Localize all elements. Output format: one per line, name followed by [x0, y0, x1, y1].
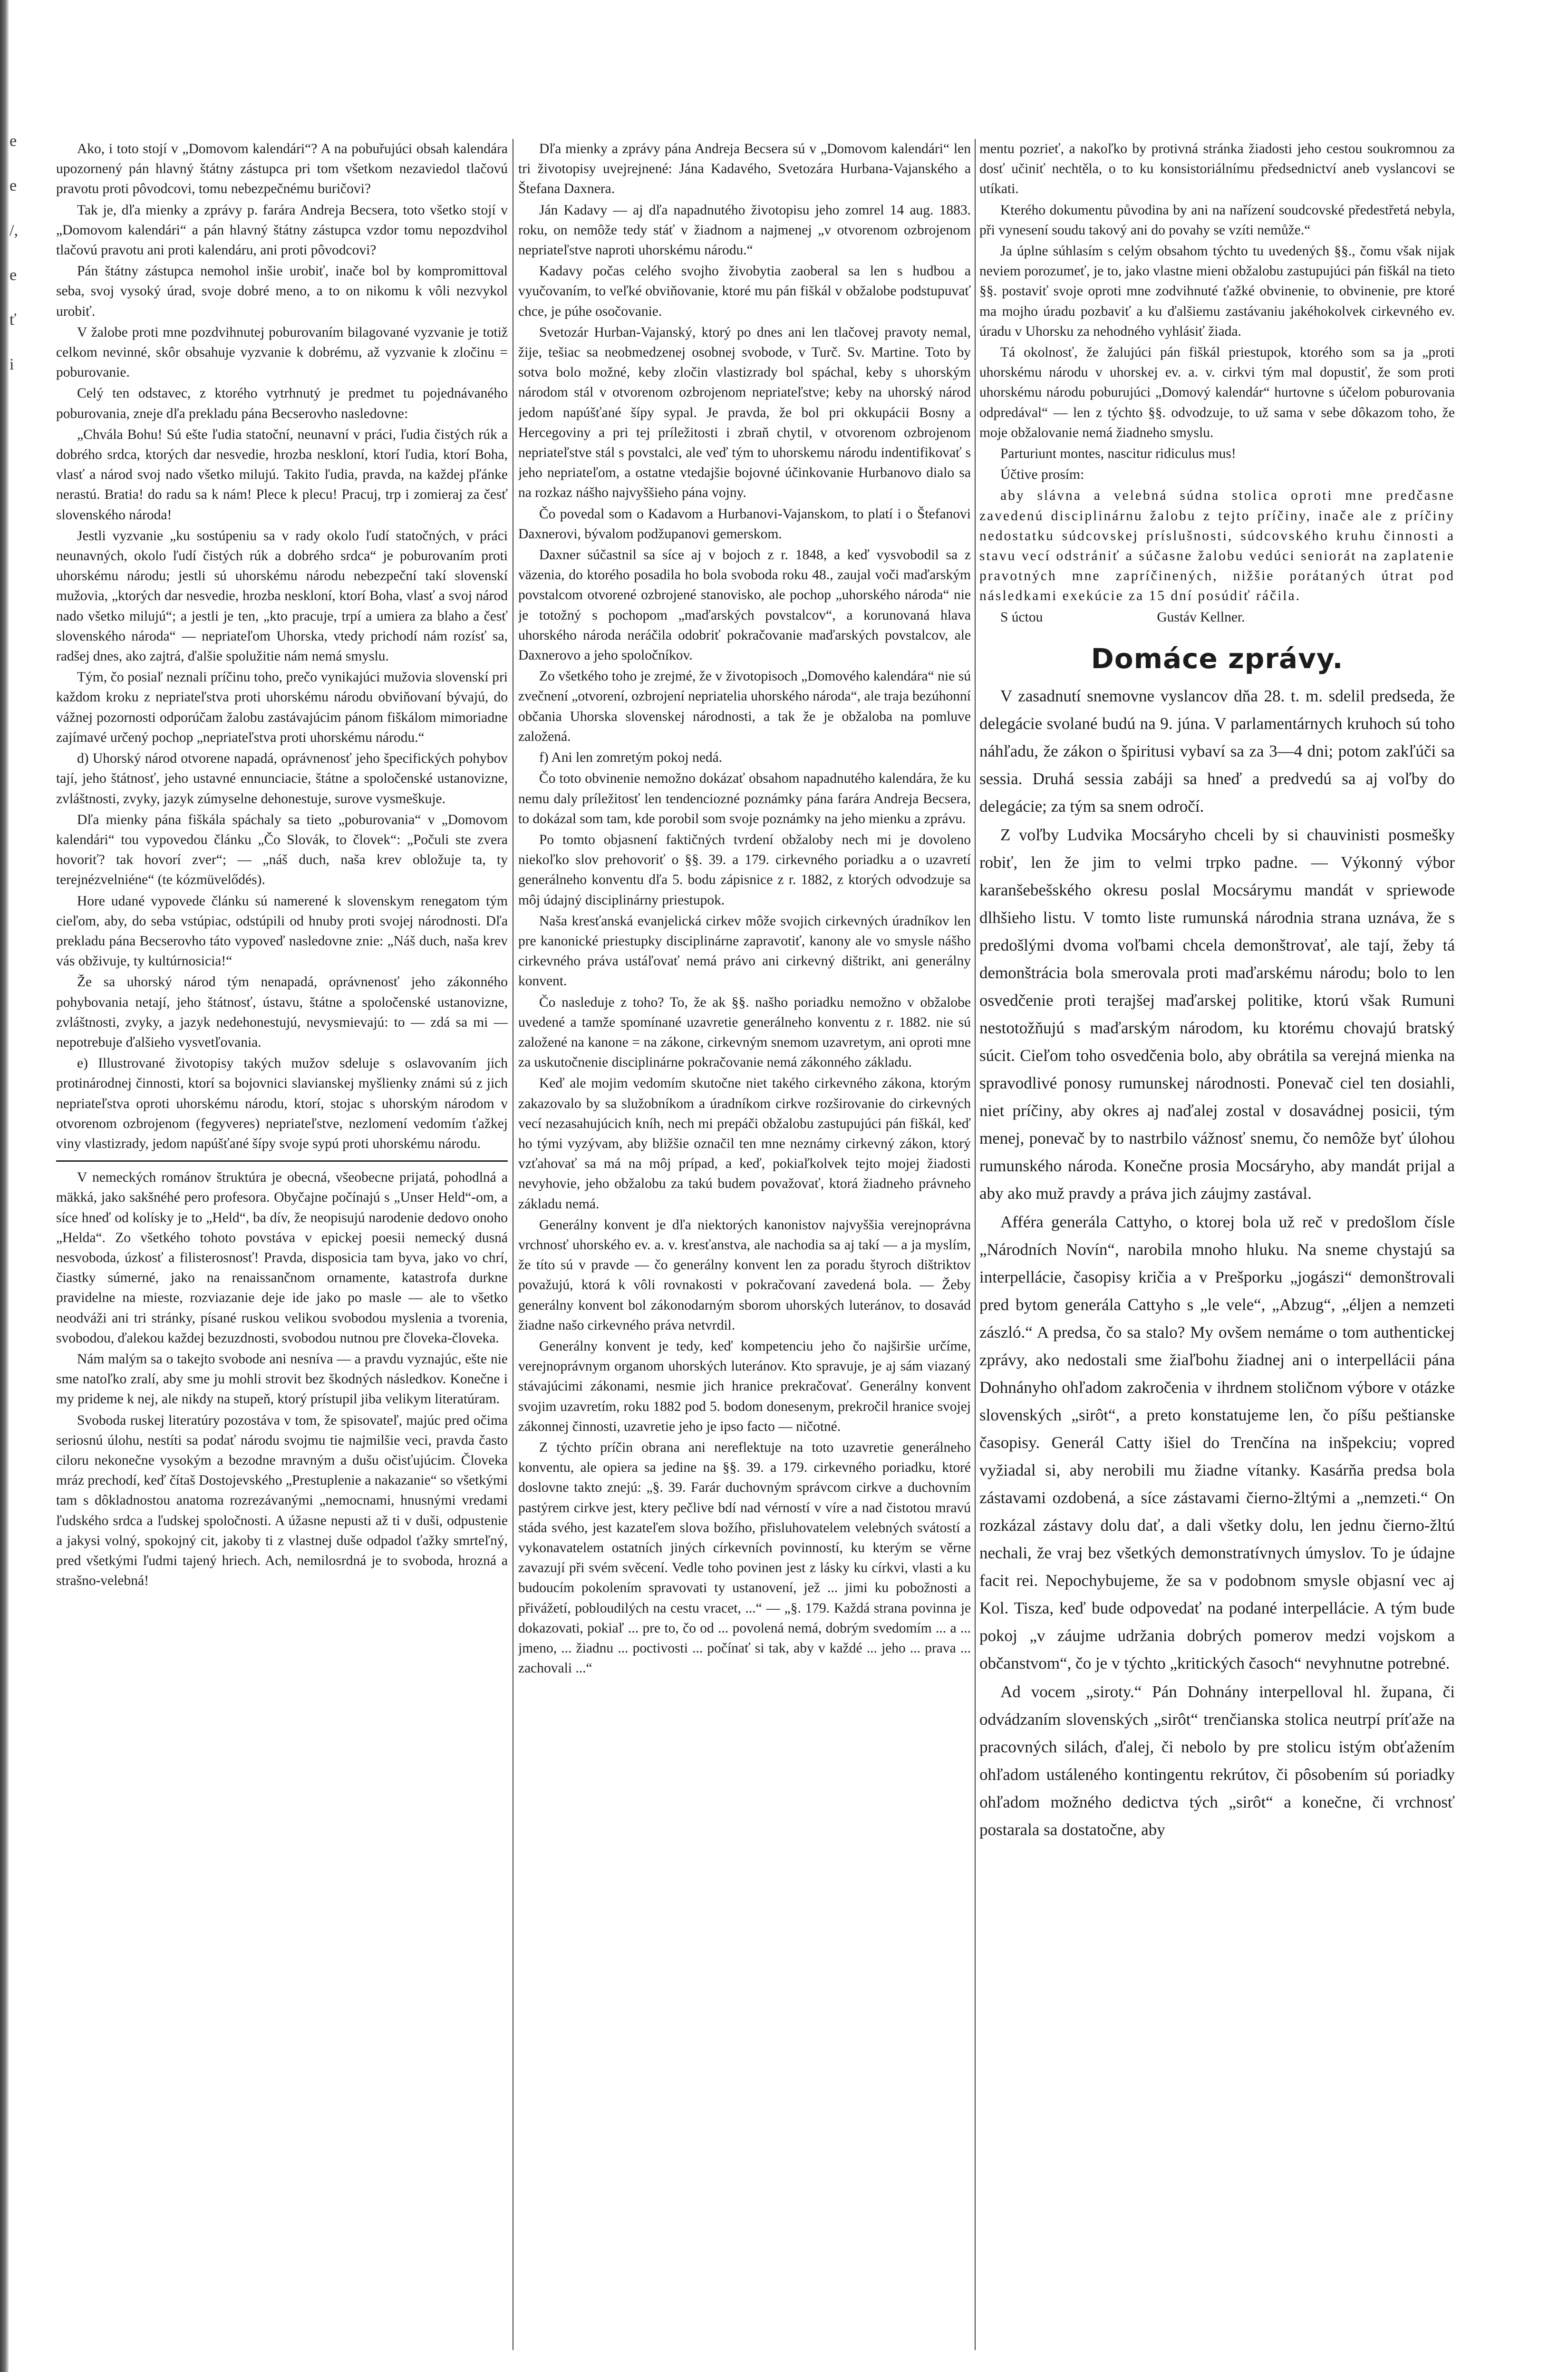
- paragraph: f) Ani len zomretým pokoj nedá.: [539, 750, 723, 766]
- column-3: [979, 139, 1455, 2336]
- paragraph: Ako, i toto stojí v „Domovom kalendári“? A na pobuřujúci obsah kalendára upozornený pán hlavný štátny zástupca pri tom všetkom nezaviedol tlačovú pravotu proti pôvodcovi, tomu nebezpečnému buričovi?: [56, 141, 508, 197]
- paragraph: Pán štátny zástupca nemohol inšie urobiť, inače bol by kompromittoval seba, svoj vysoký úrad, svoje dobré meno, a to on nikomu k vôli nezvykol urobiť.: [56, 263, 508, 319]
- paragraph: Daxner súčastnil sa síce aj v bojoch z r. 1848, a keď vysvobodil sa z väzenia, do ktorého posadila ho bola svoboda roku 48., zaujal voči maďarským povstalcom otvorené ozbrojené stanovisko, ale pochop „uhorského národa“ nie je totožný s pochopom „maďarských povstalcov“, a korunovaná hlava uhorského národa neráčila odobriť pokračovanie maďarských povstalcov, ale Daxnerovo a jeho spoločníkov.: [518, 547, 971, 663]
- paragraph: „Chvála Bohu! Sú ešte ľudia statoční, neunavní v práci, ľudia čistých rúk a dobrého srdca, ktorých dar nesvedie, hrozba neskloní, ktorí ľudia, ktorí Boha, vlasť a národ svoj nado všetko milujú. Takito ľudia, pravda, na každej pľánke nerastú. Bratia! do radu sa k nám! Plece k plecu! Pracuj, trp i zomieraj za česť slovenského národa!: [56, 427, 508, 523]
- paragraph: Generálny konvent je tedy, keď kompetenciu jeho čo najširšie určíme, verejnoprávnym organom uhorských luteránov. Kto spravuje, je aj sám viazaný stávajúcimi zákonami, nesmie jich hranice prekračovať. Generálny konvent svojim uzavretím, roku 1882 pod 5. bodom donesenym, prekročil hranice svojej zákonnej činnosti, uzavretie jeho je ipso facto — ničotné.: [518, 1338, 971, 1434]
- margin-fragment: e: [10, 132, 17, 150]
- signature-line: [979, 607, 1455, 627]
- paragraph: Čo toto obvinenie nemožno dokázať obsahom napadnutého kalendára, že ku nemu daly príležitosť len tendenciozné poznámky pána farára Andreja Becsera, to dokázal som tam, kde porobil som svoje poznámky na jeho mienku a zprávu.: [518, 771, 971, 826]
- paragraph: Parturiunt montes, nascitur ridiculus mus!: [1000, 446, 1236, 462]
- news-paragraph: Ad vocem „siroty.“ Pán Dohnány interpelloval hl. župana, či odvádzaním slovenských „sirôt“ trenčianska stolica neutrpí príťaže na pracovných silách, ďalej, či nebolo by pre stolicu istým obťažením ohľadom ustáleného kontingentu rekrútov, či pôsobením sú poriadky ohľadom možného dedictva tých „sirôt“ a konečne, či vrchnosť postarala sa dostatočne, aby: [979, 1682, 1455, 1839]
- paragraph: Generálny konvent je dľa niektorých kanonistov najvyššia verejnoprávna vrchnosť uhorského ev. a. v. kresťanstva, ale nachodia sa aj takí — a ja myslím, že títo sú v pravde — čo generálny konvent len za poradu štyroch dištriktov považujú, ktorá k vôli rovnakosti v pokračovaní zavedená bola. — Žeby generálny konvent bol zákonodarným sborom uhorských luteránov, to dosavád žiadne našo cirkevného práva netvrdil.: [518, 1217, 971, 1333]
- paragraph: mentu pozrieť, a nakoľko by protivná stránka žiadosti jeho cestou soukromnou za dosť učiniť nechtěla, o to ku konsistoriálnímu předsednictví aneb vyslancovi se utíkati.: [979, 141, 1455, 197]
- paragraph: Po tomto objasnení faktičných tvrdení obžaloby nech mi je dovoleno niekoľko slov prehovoriť o §§. 39. a 179. cirkevného poriadku a o uzavretí generálneho konventu dľa 5. bodu zápisnice z r. 1882, z ktorých odvodzuje sa môj údajný disciplinárny priestupok.: [518, 832, 971, 908]
- paragraph: Tak je, dľa mienky a zprávy p. farára Andreja Becsera, toto všetko stojí v „Domovom kalendári“ a pán hlavný štátny zástupca vzdor tomu nepozdvihol tlačovú pravotu ani proti kalendáru, ani proti pôvodcovi?: [56, 202, 508, 258]
- page-binding-edge: [0, 0, 9, 2372]
- column-2: [518, 139, 971, 2336]
- paragraph: Celý ten odstavec, z ktorého vytrhnutý je predmet tu pojednávaného poburovania, zneje dľa prekladu pána Becserovho nasledovne:: [56, 386, 508, 421]
- salutation: S úctou: [1000, 609, 1043, 625]
- paragraph: e) Illustrované životopisy takých mužov sdeluje s oslavovaním jich protinárodnej činnosti, ktorí sa bojovnici slavianskej myšlienky známi sú z jich nepriateľstva oproti uhorskému národu, ktorí, stojac s uhorským národom v otvorenom ozbrojenom (fegyveres) nepriateľstve, nezlomení vedomím ťažkej viny vlastizrady, jedom napúšťané šípy svoje sypú proti uhorskému národu.: [56, 1056, 508, 1151]
- paragraph: Tá okolnosť, že žalujúci pán fiškál priestupok, ktorého som sa ja „proti uhorskému národu v uhorskej ev. a. v. cirkvi tým mal dopustiť, že som proti uhorskému národu poburujúci „Domový kalendár“ hurtovne s účelom poburovania odpredával“ — len z týchto §§. odvodzuje, to už sama v sebe dôkazom toho, že moje obžalovanie nemá žiadneho smyslu.: [979, 345, 1455, 440]
- paragraph: Ja úplne súhlasím s celým obsahom týchto tu uvedených §§., čomu však nijak neviem porozumeť, je to, jako vlastne mieni obžalobu zastupujúci pán fiškál na tieto §§. postaviť svoje oproti mne zodvihnuté ťažké obvinenie, to obvinenie, pre ktoré ma mojho úradu pozbaviť a ku ďalšiemu zastávaniu jakéhokolvek cirkevného ev. úradu v Uhorsku za nehodného vyhlásiť žiada.: [979, 243, 1455, 339]
- margin-fragment: ť: [10, 311, 17, 329]
- left-margin-fragments: [10, 119, 24, 832]
- news-paragraph: V zasadnutí snemovne vyslancov dňa 28. t. m. sdelil predseda, že delegácie svolané budú na 9. júna. V parlamentárnych kruhoch sú toho náhľadu, že zákon o špiritusi vybaví sa za 3—4 dni; potom zakľúči sa sessia. Druhá sessia zabáji sa hneď a predvedú sa aj voľby do delegácie; za tým sa snem odročí.: [979, 686, 1455, 816]
- feuilleton-paragraph: Svoboda ruskej literatúry pozostáva v tom, že spisovateľ, majúc pred očima seriosnú úlohu, nestíti sa podať národu svojmu tie najmilšie veci, pravda často ciloru nekonečne vysokým a bezodne mravným a dušu očisťujúcim. Človeka mráz prechodí, keď čítaš Dostojevského „Prestuplenie a nakazanie“ so všetkými tam s dôkladnostou anatoma rozrezávanými „nemocnami, hnusnými vredami ľudského srdca a ľudskej spoločnosti. A úžasne nepusti až ti v duši, odpustenie a jakysi volný, spokojný cit, jakoby ti z vlastnej duše odpadol ťažky smrteľný, pred všetkými ľudmi tajený hriech. Ach, nemilosrdná je to svoboda, hrozná a strašno-velebná!: [56, 1412, 508, 1589]
- margin-fragment: e: [10, 266, 17, 284]
- paragraph: Jestli vyzvanie „ku sostúpeniu sa v rady okolo ľudí statočných, v práci neunavných, okolo ľudí čistých rúk a dobrého srdca“ je poburovaním proti uhorskému národu; jestli sú uhorskému národu nebezpeční takí slovenskí mužovia, „ktorých dar nesvedie, hrozba neskloní, ktorí Boha, vlasť a svoj národ nado všetko milujú“; a jestli je ten, „kto pracuje, trpí a umiera za blaho a česť slovenského národa“ — nepriateľom Uhorska, vtedy prichodí nám rozísť sa, radšej dnes, ako zajtrá, ďalšie spolužitie nám nemá smyslu.: [56, 528, 508, 664]
- prayer-heading: Účtive prosím:: [1000, 467, 1084, 483]
- feuilleton-paragraph: Nám malým sa o takejto svobode ani nesníva — a pravdu vyznajúc, ešte nie sme natoľko zralí, aby sme ju mohli strovit bez škodných následkov. Konečne i my prideme k nej, ale nikdy na stupeň, ktorý prístupil jiba velikym literatúram.: [56, 1351, 508, 1407]
- paragraph: Kadavy počas celého svojho živobytia zaoberal sa len s hudbou a vyučovaním, to veľké obviňovanie, ktoré mu pán fiškál v obžalobe podstupuvať chce, je púhe osočovanie.: [518, 263, 971, 319]
- margin-fragment: e: [10, 177, 17, 194]
- petition-paragraph: aby slávna a velebná súdna stolica oproti mne predčasne zavedenú disciplinárnu žalobu z tejto príčiny, inače ale z príčiny nedostatku súdcovskej príslušnosti, súdcovského kruhu činnosti a stavu vecí odstrániť a súčasne žalobu vedúci seniorát na zaplatenie pravotných mne zapríčinených, nižšie porátaných útrat pod následkami exekúcie za 15 dní posúdiť ráčila.: [979, 488, 1455, 604]
- paragraph: Ján Kadavy — aj dľa napadnutého životopisu jeho zomrel 14 aug. 1883. roku, on nemôže tedy stáť v žiadnom a najmenej „v otvorenom ozbrojenom nepriateľstve naproti uhorskému národu.“: [518, 202, 971, 258]
- paragraph: Z týchto príčin obrana ani nereflektuje na toto uzavretie generálneho konventu, ale opiera sa jedine na §§. 39. a 179. cirkevného poriadku, ktoré doslovne takto znejú: „§. 39. Farár duchovným správcom cirkve a duchovním pastýrem cirkve jest, ktery pečlive bdí nad vérností v víre a nad čistotou mravú stáda svého, jest kazateľem slova božího, přisluhovatelem velebných svátostí a vykonavatelem ostatních jiných církevních povinností, ku kterým se věrne zavazují při svém svěcení. Vedle toho povinen jest z lásky ku církvi, vlasti a ku budoucím pokolením spravovati ty ustanovení, jež ... jimi ku pobožnosti a přivážetí, pobloudilých na cestu vracet, ...“ — „§. 179. Každá strana povinna je dokazovati, pokiaľ ... pre to, čo od ... povolená nemá, dobrým svedomím ... a ... jmeno, ... žiadnu ... poctivosti ... počínať si tak, aby v každé ... jeho ... prava ... zachovali ...“: [518, 1440, 971, 1676]
- paragraph: Dľa mienky a zprávy pána Andreja Becsera sú v „Domovom kalendári“ len tri životopisy uvejrejnené: Jána Kadavého, Svetozára Hurbana-Vajanského a Štefana Daxnera.: [518, 141, 971, 197]
- margin-fragment: /,: [10, 222, 18, 239]
- paragraph: Kterého dokumentu původina by ani na nařízení soudcovské předestřetá nebyla, při vynesení soudu takový ani do povahy se vzíti nemůže.“: [979, 202, 1455, 238]
- signature-name: Gustáv Kellner.: [1157, 609, 1245, 625]
- news-paragraph: Afféra generála Cattyho, o ktorej bola už reč v predošlom čísle „Národních Novín“, narobila mnoho hluku. Na sneme chystajú sa interpellácie, časopisy kričia a v Prešporku „jogászi“ demonštrovali pred bytom generála Cattyho s „le vele“, „Abzug“, „éljen a nemzeti zászló.“ A predsa, čo sa stalo? My ovšem nemáme o tom authentickej zprávy, ako nedostali sme žiaľbohu žiadnej ani o interpellácii pána Dohnányho ohľadom zakročenia v ihrdnem stoličnom výbore v otázke slovenských „sirôt“, a preto konstatujeme len, čo píšu peštianske časopisy. Generál Catty išiel do Trenčína na inšpekciu; vopred vyžiadal si, aby nerobili mu žiadne vítanky. Kasárňa predsa bola zástavami ozdobená, a síce zástavami čierno-žltými a „nemzeti.“ On rozkázal zástavy dolu dať, a dali všetky dolu, len jednu čierno-žltú nechali, že vraj bez všetkých demonstratívnych úmyslov. To je údajne facit rei. Nepochybujeme, že sa v podobnom smysle objasní vec aj Kol. Tisza, keď bude odpovedať na podané interpellácie. A tým bude pokoj „v záujme udržania dobrých pomerov medzi vojskom a občanstvom“, čo je v týchto „kritických časoch“ nevyhnutne potrebné.: [979, 1212, 1455, 1672]
- paragraph: Tým, čo posiaľ neznali príčinu toho, prečo vynikajúci mužovia slovenskí pri každom kroku z nepriateľstva proti uhorskému národu obviňovaní bývajú, do vážnej pozornosti odporúčam žalobu zastávajúcim pánom fiškálom mimoriadne zajímavé určený pochop „nepriateľstva proti uhorskému národu.“: [56, 670, 508, 745]
- paragraph: Že sa uhorský národ tým nenapadá, oprávnenosť jeho zákonného pohybovania netají, jeho štátnosť, ústavu, štátne a spoločenské ustanovizne, zvláštnosti, zvyky, a jazyk nedehonestujú, nevysmievajú: to — zdá sa mi — nepotrebuje ďalšieho vysvetľovania.: [56, 974, 508, 1050]
- news-section: [979, 682, 1455, 1844]
- paragraph: Čo nasleduje z toho? To, že ak §§. našho poriadku nemožno v obžalobe uvedené a tamže spomínané uzavretie generálneho konventu z r. 1882. nie sú založené na kanone = na zákone, cirkevným snemom uzavretym, ani oproti mne za uskutočnenie disciplinárne pokračovanie nemá zákonného základu.: [518, 994, 971, 1070]
- paragraph: Keď ale mojim vedomím skutočne niet takého cirkevného zákona, ktorým zakazovalo by sa služobníkom a úradníkom cirkve rozširovanie do cirkevných vecí nezasahujúcich kníh, nech mi prepáči obžalobu zastupujúci pán fiškál, keď ho tými vyzývam, aby bližšie označil ten mne neznámy cirkevný zákon, ktorý vzťahovať sa má na môj prípad, a keď, pokiaľkolvek tejto mojej žiadosti nevyhovie, jeho obžalobu za takú budem považovať, ktorá žiadneho právneho základu nemá.: [518, 1076, 971, 1212]
- paragraph: d) Uhorský národ otvorene napadá, oprávnenosť jeho špecifických pohybov tají, jeho štátnosť, jeho ustavné ennunciacie, štátne a spoločenské ustanovizne, zvláštnosti, zvyky, jazyk zúmyselne dehonestuje, surove vysmeškuje.: [56, 751, 508, 807]
- paragraph: V žalobe proti mne pozdvihnutej poburovaním bilagované vyzvanie je totiž celkom nevinné, skôr obsahuje vyzvanie k dobrému, až vyzvanie k zločinu = poburovanie.: [56, 324, 508, 380]
- paragraph: Naša kresťanská evanjelická cirkev môže svojich cirkevných úradníkov len pre kanonické priestupky disciplinárne zapravotiť, kanony ale vo smysle nášho cirkevného práva ustáľovať nemá právo ani cirkevný dištrikt, ani generálny konvent.: [518, 913, 971, 989]
- paragraph: Svetozár Hurban-Vajanský, ktorý po dnes ani len tlačovej pravoty nemal, žije, tešiac sa neobmedzenej osobnej svobode, v Turč. Sv. Martine. Toto by sotva bolo možné, keby zločin vlastizrady bol spáchal, keby s uhorským národom stál v otvorenom ozbrojenom nepriateľstve; keby na uhorský národ jedom napúšťané šípy sypal. Je pravda, že bol pri okkupácii Bosny a Hercegoviny a pri tej príležitosti i zbraň chytil, v otvorenom ozbrojenom nepriateľstve stál s povstalci, ale veď tým to uhorskemu národu indentifikovať s jeho nepriateľom, a ostatne vtedajšie bojovné účinkovanie Hurbanovo dialo sa na rozkaz nášho najvyššieho pána vojny.: [518, 324, 971, 501]
- paragraph: Hore udané vypovede článku sú namerené k slovenskym renegatom tým cieľom, aby, do seba vstúpiac, odstúpili od hnuby proti svojej národnosti. Dľa prekladu pána Becserovho táto vypoveď nasledovne znie: „Náš duch, naša krev vás obživuje, ty kultúrnosicia!“: [56, 893, 508, 969]
- news-paragraph: Z voľby Ludvika Mocsáryho chceli by si chauvinisti posmešky robiť, len že jim to velmi trpko padne. — Výkonný výbor karanšebešského okresu poslal Mocsárymu mandát v spriewode dlhšieho listu. V tomto liste rumunská národnia strana uznáva, že s predošlými dvoma voľbami chcela demonštrovať, ale tají, žeby tá demonštrácia bola smerovala proti maďarskému národu; bolo to len osvedčenie proti terajšej maďarskej politike, ktorú však Rumuni nestotožňujú s maďarským národom, ku ktorému chovajú bratský súcit. Cieľom toho osvedčenia bolo, aby obrátila sa verejná mienka na spravodlivé ponosy rumunskej národnosti. Ponevač ciel ten dosiahli, niet príčiny, aby okres aj naďalej zostal v dosavádnej posicii, tým menej, ponevač by to nastrbilo vážnosť snemu, čo nemôže byť úlohou rumunského národa. Konečne prosia Mocsáryho, aby mandát prijal a aby ako muž pravdy a práva jich záujmy zastával.: [979, 825, 1455, 1203]
- paragraph: Zo všetkého toho je zrejmé, že v životopisoch „Domového kalendára“ nie sú zvečnení „otvorení, ozbrojení nepriatelia uhorského národa“, ale traja bezúhonní občania Uhorska slovenskej národnosti, a tak že je obžaloba na pomluve založená.: [518, 669, 971, 744]
- paragraph: Čo povedal som o Kadavom a Hurbanovi-Vajanskom, to platí i o Štefanovi Daxnerovi, bývalom podžupanovi gemerskom.: [518, 506, 971, 542]
- paragraph: Dľa mienky pána fiškála spáchaly sa tieto „poburovania“ v „Domovom kalendári“ tou vypovedou článku „Čo Slovák, to človek“: „Počuli ste zvera hovoriť? tak hovorí zver“; — „náš duch, naša krev obložuje ta, ty terejnézvelniéne“ (te kózmüvelődés).: [56, 812, 508, 888]
- section-heading: Domáce zprávy.: [1091, 642, 1344, 675]
- margin-fragment: i: [10, 356, 14, 373]
- feuilleton-separator: [56, 1160, 508, 1162]
- column-1: [56, 139, 508, 2336]
- feuilleton-paragraph: V nemeckých románov štruktúra je obecná, všeobecne prijatá, pohodlná a mäkká, jako sakšnéhé pero profesora. Obyčajne počínajú s „Unser Held“-om, a síce hneď od kolísky je to „Held“, ba dív, že neopisujú narodenie dedovo onoho „Helda“. Zo všetkého tohoto povstáva v epickej poesii nemecký dusná nesvoboda, úzkosť a filisterosnosť! Pravda, disposicia tam byva, jako vo chrí, čiastky súmerné, jako na renaissančnom ornamente, katastrofa durkne pravidelne na mieste, rozviazanie deje ide jako po masle — ale to všetko neodváži ani tri stránky, písané ruskou velikou svobodou myslenia a tvorenia, svobodou, ďalekou každej bezuzdnosti, svobodou nutnou pre človeka-človeka.: [56, 1170, 508, 1346]
- column-divider: [975, 139, 976, 2350]
